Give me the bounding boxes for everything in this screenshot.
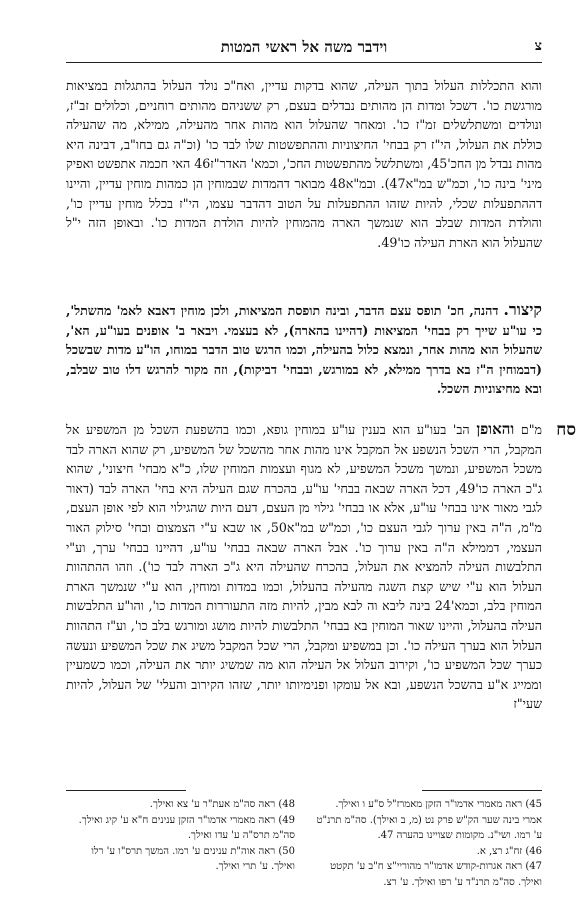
section-heading: והאופן — [476, 420, 515, 438]
footnote-50: 50) ראה אוה"ת ענינים ע' רמו. המשך תרס"ו ע' רלו ואילך. ע' תרי ואילך. — [91, 845, 295, 872]
page-number: צ — [534, 38, 542, 54]
summary-label: קיצור. — [503, 300, 542, 319]
paragraph-1-text: והוא התכללות העלול בתוך העילה, שהוא בדקות עדיין, ואח"כ נולד העלול בהתגלות במציאות מורגשת כו'. דשכל ומדות הן מהותים נבדלים בעצם, רק ששניהם מהותים רוחניים, וכלולים זב"ז, ונולדים ומשתלשלים זמ"ז כו'. ומאחר שהעלול הוא מהות אחר מהעילה, ממילא, מה שהעילה כוללת את העלול, הי"ז רק בבחי' החיצוניות וההתפשטות שלו לבד כו' (וכ"ה גם בחו"ב, דבינה היא מהות נבדל מן החכ'45, ומשתלשל מהתפשטות החכ', וכמא' האדר"ז46 האי חכמה אתפשט ואפיק מיני' בינה כו', וכמ"ש במ"א47). ובמ"א48 מבואר דהמדות שבמוחין הן כמהות מוחין עדיין, והיינו דההתפעלות שכלי, להיות שזהו ההתפעלות על הטוב דהדבר עצמו, הי"ז בכלל מוחין עדיין כו', והולדת המדות שבלב הוא שנמשך הארה מהמוחין להיות הולדת המדות כו'. ובאופן הזה י"ל שהעלול הוא הארת העילה כו'49. — [66, 78, 542, 250]
summary-paragraph — [66, 300, 542, 399]
summary-text: דהנה, חכ' תופס עצם הדבר, ובינה תופסת המציאות, ולכן מוחין דאבא לאמ' מהשתל', כי עו"ע שייך רק בבחי' המציאות (דהיינו בהארה), לא בעצמי. ויבאר ב' אופנים בעו"ע, הא', שהעלול הוא מהות אחר, ונמצא כלול בהעילה, וכמו הרגש טוב הדבר במוחו, הו"ע מדות שבשכל (דבמוחין ה"ז בא בדרך ממילא, לא במורגש, ובבחי' דביקות), וזה מקור להרגש דלו טוב שבלב, ובא מחיצוניות השכל. — [66, 303, 542, 397]
page-title: וידבר משה אל ראשי המטות — [220, 38, 388, 56]
footnote-49: 49) ראה מאמרי אדמו"ר הזקן ענינים ח"א ע' קיג ואילך. סה"מ תרס"ה ע' עדו ואילך. — [78, 814, 295, 841]
footnotes-right-column — [313, 797, 542, 890]
footnote-47: 47) ראה אגרות-קודש אדמו"ר מהוריי"צ ח"ב ע' תקטט ואילך. סה"מ תרנ"ד ע' רפו ואילך. ע' רצ. — [330, 861, 542, 888]
footnote-48: 48) ראה סה"מ אעת"ר ע' צא ואילך. — [149, 799, 295, 810]
section-68-paragraph — [66, 420, 542, 714]
running-header — [66, 38, 542, 62]
footnote-46: 46) זח"ג רצ, א. — [476, 845, 542, 857]
footnote-rule-left — [66, 790, 186, 791]
footnote-45: 45) ראה מאמרי אדמו"ר הזקן מאמרז"ל ס"ע ו ואילך. אמרי בינה שער הק"ש פרק נט (מ, ב ואילך). סה"מ תרנ"ט ע' רמו. ושי"נ. מקומות שצויינו בהערה 47. — [316, 799, 542, 841]
paragraph-1 — [66, 76, 542, 252]
section-text: הב' בעו"ע הוא בענין עו"ע במוחין גופא, וכמו בהשפעת השכל מן המשפיע אל המקבל, הרי השכל הנשפע אל המקבל אינו מהות אחר מהשכל של המשפיע, רק שהוא הארה לבד משכל המשפיע, ונמשך משכל המשפיע, לא מגוף ועצמות המוחין שלו, כ"א מבחי' חיצוני', שהוא ג"כ הארה כו'49, דכל הארה שבאה בבחי' עו"ע, בהכרח שגם העילה היא בחי' הארה לבד (דאור לגבי מאור אינו בבחי' עו"ע, אלא או בבחי' גילוי מן העצם, דעם היות שהגילוי הוא לפי אופן העצם, מ"מ, ה"ה באין ערוך לגבי העצם כו', וכמ"ש במ"א50, או שבא ע"י הצמצום ובחי' סילוק האור העצמי, דממילא ה"ה באין ערוך כו'. אבל הארה שבאה בבחי' עו"ע, דהיינו בבחי' ערך, וע"י התלבשות העילה להמציא את העלול, בהכרח שהעילה היא ג"כ הארה לבד כו'). וזהו ההתהוות העלול הוא ע"י שיש קצת השגה מהעילה בהעלול, וכמו במדות ומוחין, הוא ע"י שנמשך הארת המוחין בלב, וכמא'24 בינה ליבא וה לבא מבין, להיות מזה התעוררות המדות כו', והו"ע התלבשות העילה בהעלול, והיינו שאור המוחין בא בבחי' התלבשות להיות מושג ומורגש בלב כו', וע"ז התהוות העלול הוא בערך העילה כו'. וכן במשפיע ומקבל, הרי שכל המקבל משיג את שכל המשפיע ונעשה כערך שכל המשפיע כו', וקירוב העלול אל העילה הוא מה שמשיג יותר את העילה, וכמו כשמעיין וממייג א"ע בהשכל הנשפע, ובא אל עומקו ופנימיותו יותר, שזהו הקירוב והעלי' של העלול, להיות שעי"ז — [66, 422, 543, 712]
header-rule — [66, 62, 542, 63]
section-number: סח — [556, 420, 576, 440]
section-marker: מ"ם — [520, 422, 542, 437]
footnote-rule-right — [422, 790, 542, 791]
footnotes-left-column — [66, 797, 295, 890]
footnotes — [66, 797, 542, 890]
